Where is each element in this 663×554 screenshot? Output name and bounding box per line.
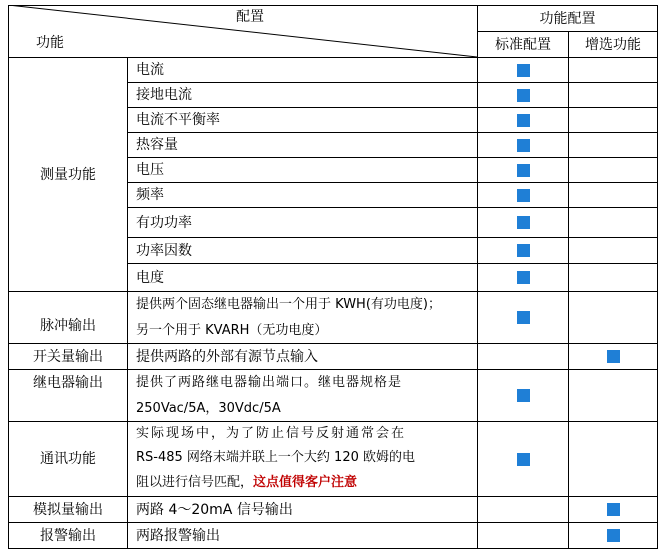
measure-item-current: 电流 [136,62,164,78]
filled-square-icon [517,216,530,229]
measure-item-power-factor: 功率因数 [136,242,192,259]
filled-square-icon [517,271,530,284]
header-config: 配置 [236,9,264,25]
filled-square-icon [517,89,530,102]
group-alarm: 报警输出 [40,527,96,544]
measure-item-current-unbalance: 电流不平衡率 [136,112,220,128]
filled-square-icon [607,529,620,542]
filled-square-icon [517,453,530,466]
alarm-description: 两路报警输出 [136,527,220,544]
filled-square-icon [607,350,620,363]
measure-item-voltage: 电压 [136,162,164,178]
standard-mark-energy [478,264,568,291]
group-measure: 测量功能 [40,166,96,183]
group-switch: 开关量输出 [33,348,103,365]
standard-mark-comm [478,422,568,496]
measure-item-energy: 电度 [136,269,164,286]
filled-square-icon [517,389,530,402]
analog-description: 两路 4～20mA 信号输出 [136,501,293,518]
measure-item-active-power: 有功功率 [136,214,192,231]
filled-square-icon [517,244,530,257]
header-func-config: 功能配置 [539,10,596,27]
standard-mark-thermal-capacity [478,133,568,157]
pulse-desc-line-1: 提供两个固态继电器输出一个用于 KWH(有功电度)； [136,296,441,312]
relay-desc-line-1: 提供了两路继电器输出端口。继电器规格是 [136,374,403,390]
header-optional: 增选功能 [585,36,641,53]
optional-mark-switch [569,344,657,369]
pulse-desc-line-2: 另一个用于 KVARH（无功电度） [136,322,328,338]
relay-description [128,370,477,421]
standard-mark-ground-current [478,83,568,107]
group-relay: 继电器输出 [33,374,103,391]
line-col3 [568,31,569,549]
standard-mark-current-unbalance [478,108,568,132]
standard-mark-relay [478,370,568,421]
standard-mark-power-factor [478,238,568,263]
header-function: 功能 [36,35,64,51]
standard-mark-frequency [478,183,568,207]
comm-note: 这点值得客户注意 [253,475,358,490]
filled-square-icon [517,189,530,202]
switch-description: 提供两路的外部有源节点输入 [136,348,318,365]
optional-mark-analog [569,497,657,522]
measure-item-ground-current: 接地电流 [136,87,192,103]
group-pulse: 脉冲输出 [40,317,96,334]
filled-square-icon [517,114,530,127]
pulse-description [128,292,477,343]
filled-square-icon [607,503,620,516]
header-standard: 标准配置 [495,36,551,53]
filled-square-icon [517,311,530,324]
group-analog: 模拟量输出 [33,501,103,518]
filled-square-icon [517,164,530,177]
comm-desc-line-2: RS-485 网络末端并联上一个大约 120 欧姆的电 [136,450,415,465]
standard-mark-current [478,58,568,82]
border-bottom [8,548,658,549]
comm-desc-text: 阻以进行信号匹配， [136,475,254,490]
group-comm: 通讯功能 [40,451,96,467]
comm-desc-line-1: 实际现场中，为了防止信号反射通常会在 [136,426,407,441]
standard-mark-pulse [478,292,568,343]
relay-desc-line-2: 250Vac/5A，30Vdc/5A [136,400,281,416]
filled-square-icon [517,64,530,77]
optional-mark-alarm [569,523,657,548]
standard-mark-active-power [478,208,568,237]
measure-item-thermal-capacity: 热容量 [136,137,178,153]
standard-mark-voltage [478,158,568,182]
comm-desc-line-3 [136,470,357,496]
comm-description [128,422,477,496]
border-right [657,5,658,549]
measure-item-frequency: 频率 [136,187,164,203]
filled-square-icon [517,139,530,152]
